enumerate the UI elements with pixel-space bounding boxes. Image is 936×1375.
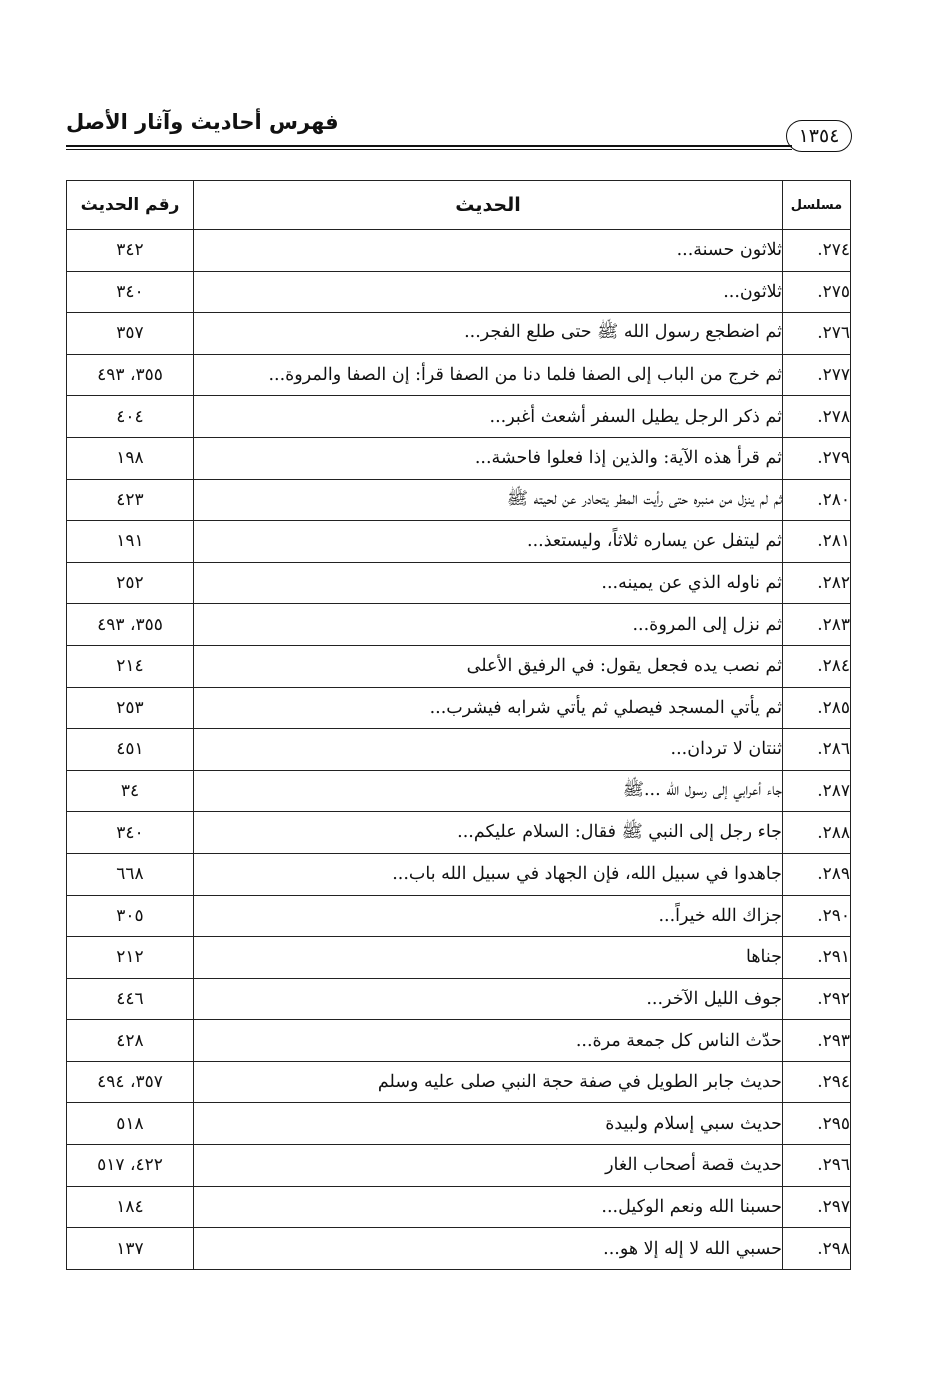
header-rule xyxy=(66,145,792,147)
hadith-cell: حدّث الناس كل جمعة مرة... xyxy=(194,1020,783,1062)
table-row xyxy=(67,604,851,646)
serial-cell: ٢٩١. xyxy=(783,937,851,979)
serial-cell: ٢٩٨. xyxy=(783,1228,851,1270)
serial-cell: ٢٧٥. xyxy=(783,271,851,313)
column-header-serial: مسلسل xyxy=(783,181,851,230)
ref-cell: ٥١٨ xyxy=(67,1103,194,1145)
serial-cell: ٢٩٣. xyxy=(783,1020,851,1062)
serial-cell: ٢٨٤. xyxy=(783,645,851,687)
serial-cell: ٢٨٧. xyxy=(783,770,851,812)
serial-cell: ٢٨٠. xyxy=(783,479,851,521)
hadith-cell: حديث سبي إسلام ولبيدة xyxy=(194,1103,783,1145)
hadith-cell: ثلاثون... xyxy=(194,271,783,313)
hadith-cell: ثم نزل إلى المروة... xyxy=(194,604,783,646)
table-row xyxy=(67,687,851,729)
ref-cell: ٤٥١ xyxy=(67,729,194,771)
hadith-cell: جوف الليل الآخر... xyxy=(194,978,783,1020)
hadith-cell: جزاك الله خيراً... xyxy=(194,895,783,937)
hadith-cell: ثم يأتي المسجد فيصلي ثم يأتي شرابه فيشرب... xyxy=(194,687,783,729)
hadith-cell: ثنتان لا تردان... xyxy=(194,729,783,771)
table-row xyxy=(67,521,851,563)
hadith-cell: ثم ليتفل عن يساره ثلاثاً، وليستعذ... xyxy=(194,521,783,563)
hadith-cell: جناها xyxy=(194,937,783,979)
table-row xyxy=(67,853,851,895)
ref-cell: ٤٤٦ xyxy=(67,978,194,1020)
hadith-cell: جاء رجل إلى النبي ﷺ فقال: السلام عليكم... xyxy=(194,812,783,854)
ref-cell: ١٨٤ xyxy=(67,1186,194,1228)
table-row xyxy=(67,937,851,979)
table-row xyxy=(67,396,851,438)
serial-cell: ٢٧٧. xyxy=(783,354,851,396)
table-row xyxy=(67,271,851,313)
serial-cell: ٢٧٤. xyxy=(783,230,851,272)
ref-cell: ٤٢٣ xyxy=(67,479,194,521)
serial-cell: ٢٩٤. xyxy=(783,1061,851,1103)
table-row xyxy=(67,313,851,355)
hadith-cell: جاء أعرابي إلى رسول الله ...ﷺ xyxy=(194,770,783,812)
table-row xyxy=(67,1145,851,1187)
ref-cell: ١٣٧ xyxy=(67,1228,194,1270)
serial-cell: ٢٨٢. xyxy=(783,562,851,604)
serial-cell: ٢٨٣. xyxy=(783,604,851,646)
ref-cell: ٣٤٠ xyxy=(67,812,194,854)
ref-cell: ٢١٢ xyxy=(67,937,194,979)
ref-cell: ٣٥٥، ٤٩٣ xyxy=(67,354,194,396)
ref-cell: ٢١٤ xyxy=(67,645,194,687)
hadith-cell: ثلاثون حسنة... xyxy=(194,230,783,272)
ref-cell: ٤٢٢، ٥١٧ xyxy=(67,1145,194,1187)
ref-cell: ٣٤٠ xyxy=(67,271,194,313)
table-row xyxy=(67,895,851,937)
serial-cell: ٢٨٩. xyxy=(783,853,851,895)
serial-cell: ٢٩٢. xyxy=(783,978,851,1020)
ref-cell: ٣٥٧ xyxy=(67,313,194,355)
table-row xyxy=(67,729,851,771)
serial-cell: ٢٩٧. xyxy=(783,1186,851,1228)
serial-cell: ٢٨٦. xyxy=(783,729,851,771)
hadith-cell: ثم نصب يده فجعل يقول: في الرفيق الأعلى xyxy=(194,645,783,687)
table-row xyxy=(67,479,851,521)
table-row xyxy=(67,645,851,687)
ref-cell: ٤٠٤ xyxy=(67,396,194,438)
ref-cell: ٤٢٨ xyxy=(67,1020,194,1062)
serial-cell: ٢٧٩. xyxy=(783,437,851,479)
hadith-cell: حسبنا الله ونعم الوكيل... xyxy=(194,1186,783,1228)
table-row xyxy=(67,978,851,1020)
page-number: ١٣٥٤ xyxy=(786,120,852,152)
serial-cell: ٢٨٨. xyxy=(783,812,851,854)
ref-cell: ٦٦٨ xyxy=(67,853,194,895)
table-header-row xyxy=(67,181,851,230)
hadith-cell: ثم خرج من الباب إلى الصفا فلما دنا من الصفا قرأ: إن الصفا والمروة... xyxy=(194,354,783,396)
hadith-cell: حسبي الله لا إله إلا هو... xyxy=(194,1228,783,1270)
ref-cell: ٢٥٣ xyxy=(67,687,194,729)
serial-cell: ٢٨١. xyxy=(783,521,851,563)
table-row xyxy=(67,1103,851,1145)
table-row xyxy=(67,354,851,396)
header-rule-thin xyxy=(66,149,792,150)
hadith-cell: حديث قصة أصحاب الغار xyxy=(194,1145,783,1187)
hadith-cell: ثم ناوله الذي عن يمينه... xyxy=(194,562,783,604)
serial-cell: ٢٩٦. xyxy=(783,1145,851,1187)
ref-cell: ١٩١ xyxy=(67,521,194,563)
serial-cell: ٢٩٠. xyxy=(783,895,851,937)
table-row xyxy=(67,812,851,854)
ref-cell: ٣٤٢ xyxy=(67,230,194,272)
page-header xyxy=(66,108,852,156)
column-header-hadith-number: رقم الحديث xyxy=(67,181,194,230)
hadith-cell: جاهدوا في سبيل الله، فإن الجهاد في سبيل الله باب... xyxy=(194,853,783,895)
ref-cell: ٣٥٥، ٤٩٣ xyxy=(67,604,194,646)
ref-cell: ١٩٨ xyxy=(67,437,194,479)
hadith-cell: ثم لم ينزل من منبره حتى رأيت المطر يتحادر عن لحيته ﷺ xyxy=(194,479,783,521)
hadith-cell: ثم اضطجع رسول الله ﷺ حتى طلع الفجر... xyxy=(194,313,783,355)
table-row xyxy=(67,1061,851,1103)
ref-cell: ٣٤ xyxy=(67,770,194,812)
serial-cell: ٢٧٨. xyxy=(783,396,851,438)
ref-cell: ٣٠٥ xyxy=(67,895,194,937)
table-row xyxy=(67,770,851,812)
serial-cell: ٢٩٥. xyxy=(783,1103,851,1145)
table-row xyxy=(67,1186,851,1228)
table-body xyxy=(67,230,851,1270)
serial-cell: ٢٧٦. xyxy=(783,313,851,355)
hadith-index-table xyxy=(66,180,851,1270)
table-row xyxy=(67,562,851,604)
table-row xyxy=(67,1020,851,1062)
serial-cell: ٢٨٥. xyxy=(783,687,851,729)
table-row xyxy=(67,437,851,479)
table-row xyxy=(67,230,851,272)
ref-cell: ٣٥٧، ٤٩٤ xyxy=(67,1061,194,1103)
ref-cell: ٢٥٢ xyxy=(67,562,194,604)
hadith-cell: ثم قرأ هذه الآية: والذين إذا فعلوا فاحشة... xyxy=(194,437,783,479)
hadith-cell: حديث جابر الطويل في صفة حجة النبي صلى عليه وسلم xyxy=(194,1061,783,1103)
table-row xyxy=(67,1228,851,1270)
column-header-hadith: الحديث xyxy=(194,181,783,230)
running-title: فهرس أحاديث وآثار الأصل xyxy=(66,110,339,134)
hadith-cell: ثم ذكر الرجل يطيل السفر أشعث أغبر... xyxy=(194,396,783,438)
